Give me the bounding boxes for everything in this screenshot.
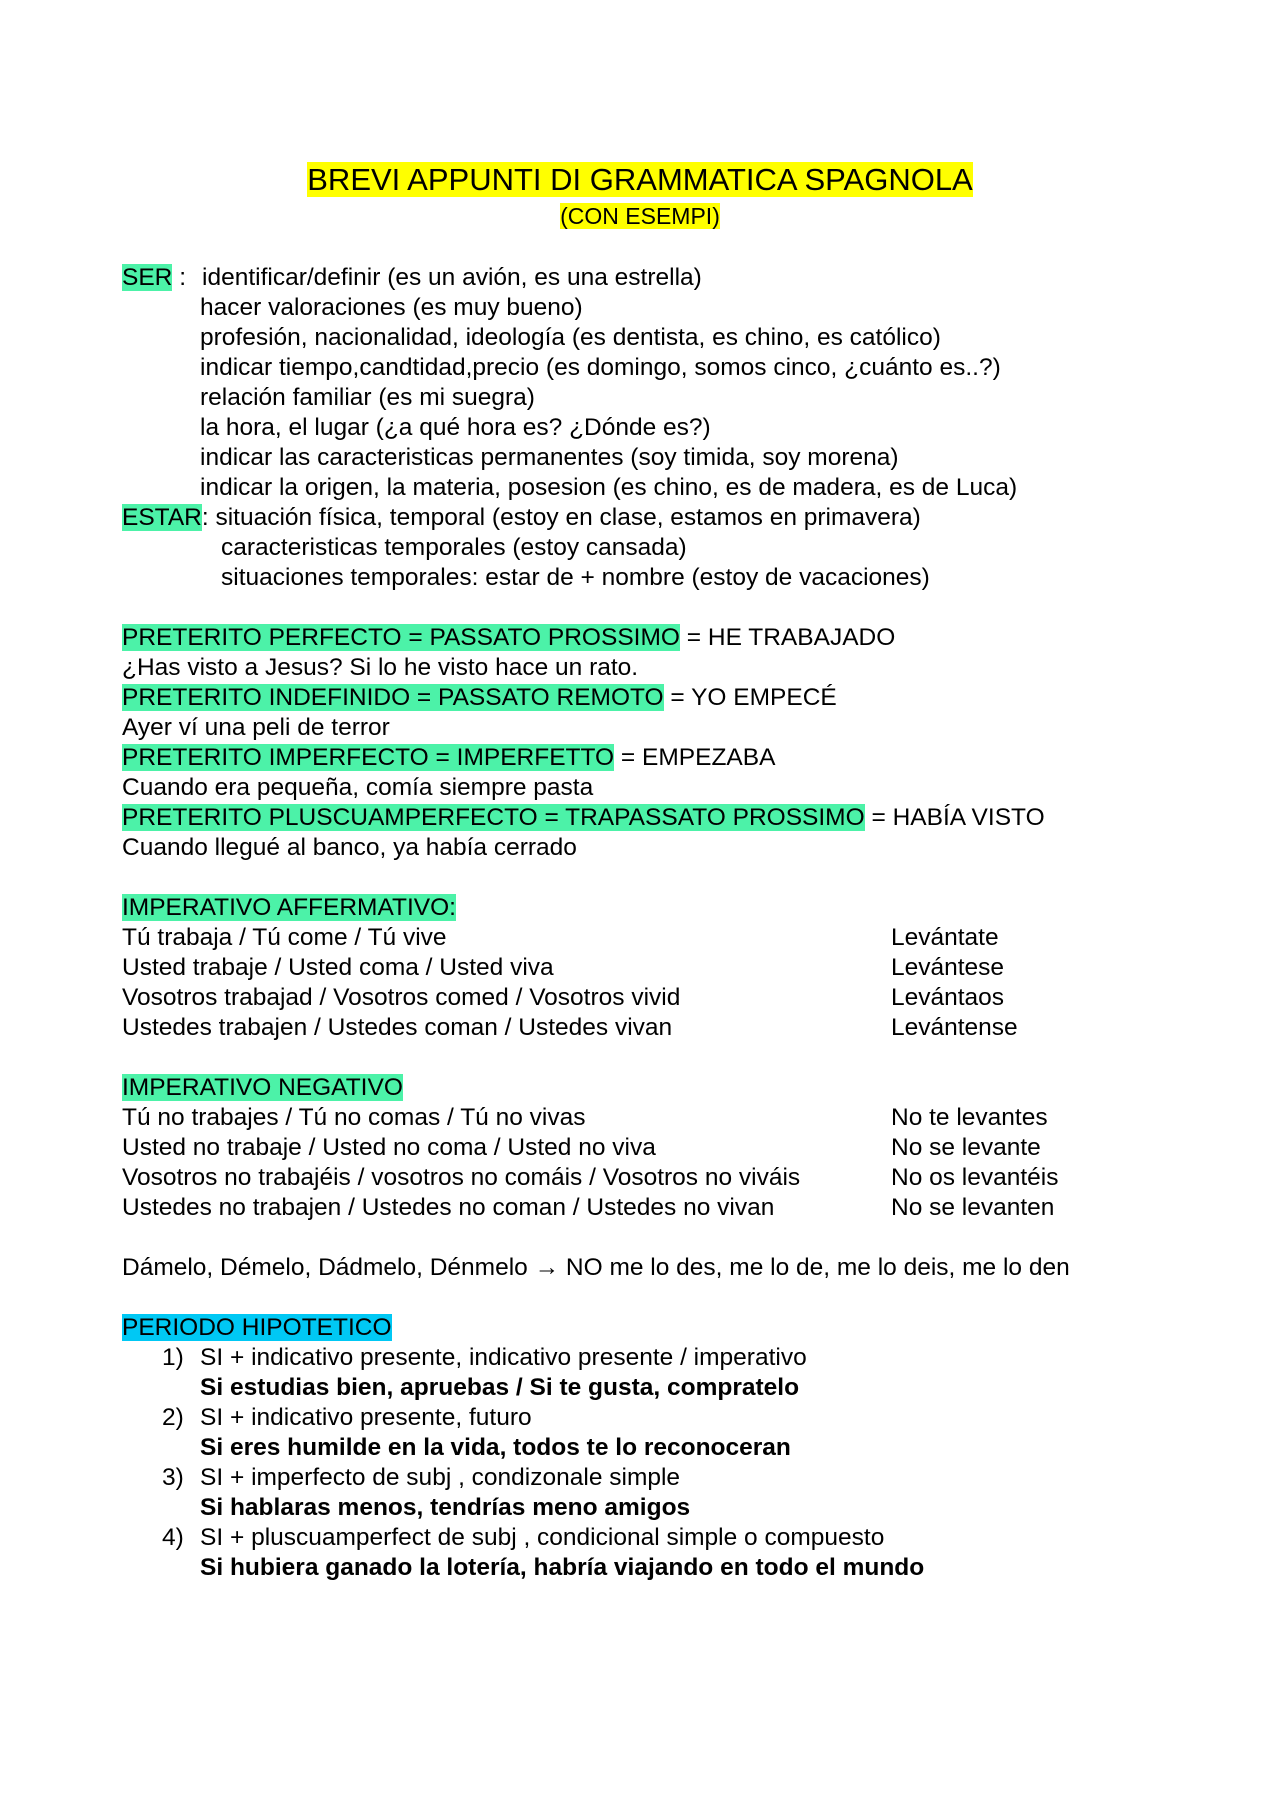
estar-line: ESTAR: situación física, temporal (estoy en clase, estamos en primavera) [122, 504, 921, 531]
periodo-rule: SI + imperfecto de subj , condizonale simple [200, 1464, 681, 1491]
imperativo-reflexive: Levántate [891, 924, 999, 951]
ser-item: indicar la origen, la materia, posesion (es chino, es de madera, es de Luca) [200, 474, 1018, 501]
periodo-rule: SI + indicativo presente, indicativo presente / imperativo [200, 1344, 807, 1371]
imperativo-row: Ustedes trabajen / Ustedes coman / Ustedes vivan [122, 1014, 673, 1041]
imperativo-row: Vosotros trabajad / Vosotros comed / Vosotros vivid [122, 984, 681, 1011]
tense-example: Cuando era pequeña, comía siempre pasta [122, 774, 594, 801]
imperativo-neg-reflexive: No os levantéis [891, 1164, 1059, 1191]
tense-example: Ayer ví una peli de terror [122, 714, 390, 741]
periodo-number: 3) [162, 1464, 184, 1491]
imperativo-neg-row: Usted no trabaje / Usted no coma / Usted no viva [122, 1134, 656, 1161]
pronoun-example-line: Dámelo, Démelo, Dádmelo, Dénmelo → NO me lo des, me lo de, me lo deis, me lo den [122, 1254, 1070, 1281]
periodo-example: Si estudias bien, apruebas / Si te gusta, compratelo [200, 1374, 800, 1401]
imperativo-neg-reflexive: No se levante [891, 1134, 1041, 1161]
ser-item: hacer valoraciones (es muy bueno) [200, 294, 583, 321]
estar-item: situaciones temporales: estar de + nombre (estoy de vacaciones) [221, 564, 930, 591]
imperativo-neg-reflexive: No se levanten [891, 1194, 1055, 1221]
periodo-rule: SI + pluscuamperfect de subj , condicional simple o compuesto [200, 1524, 885, 1551]
imperativo-neg-row: Vosotros no trabajéis / vosotros no comáis / Vosotros no viváis [122, 1164, 801, 1191]
ser-item: indicar tiempo,candtidad,precio (es domingo, somos cinco, ¿cuánto es..?) [200, 354, 1001, 381]
ser-item: relación familiar (es mi suegra) [200, 384, 535, 411]
imperativo-neg-reflexive: No te levantes [891, 1104, 1048, 1131]
tense-heading: PRETERITO PERFECTO = PASSATO PROSSIMO = HE TRABAJADO [122, 624, 896, 651]
tense-example: ¿Has visto a Jesus? Si lo he visto hace un rato. [122, 654, 639, 681]
tense-heading: PRETERITO INDEFINIDO = PASSATO REMOTO = YO EMPECÉ [122, 684, 837, 711]
periodo-rule: SI + indicativo presente, futuro [200, 1404, 532, 1431]
periodo-hipotetico-heading: PERIODO HIPOTETICO [122, 1314, 392, 1341]
periodo-number: 1) [162, 1344, 184, 1371]
imperativo-negativo-heading: IMPERATIVO NEGATIVO [122, 1074, 403, 1101]
ser-item: la hora, el lugar (¿a qué hora es? ¿Dónde es?) [200, 414, 711, 441]
periodo-number: 2) [162, 1404, 184, 1431]
imperativo-reflexive: Levántese [891, 954, 1005, 981]
periodo-example: Si eres humilde en la vida, todos te lo reconoceran [200, 1434, 791, 1461]
ser-line: SER : identificar/definir (es un avión, es una estrella) [122, 264, 702, 291]
tense-heading: PRETERITO PLUSCUAMPERFECTO = TRAPASSATO PROSSIMO = HABÍA VISTO [122, 804, 1045, 831]
imperativo-reflexive: Levántaos [891, 984, 1005, 1011]
imperativo-affermativo-heading: IMPERATIVO AFFERMATIVO: [122, 894, 456, 921]
periodo-number: 4) [162, 1524, 184, 1551]
document-subtitle: (CON ESEMPI) [560, 203, 720, 229]
imperativo-neg-row: Ustedes no trabajen / Ustedes no coman / Ustedes no vivan [122, 1194, 775, 1221]
periodo-example: Si hablaras menos, tendrías meno amigos [200, 1494, 691, 1521]
ser-item: profesión, nacionalidad, ideología (es dentista, es chino, es católico) [200, 324, 941, 351]
estar-item: caracteristicas temporales (estoy cansada) [221, 534, 687, 561]
tense-example: Cuando llegué al banco, ya había cerrado [122, 834, 577, 861]
imperativo-row: Usted trabaje / Usted coma / Usted viva [122, 954, 554, 981]
tense-heading: PRETERITO IMPERFECTO = IMPERFETTO = EMPEZABA [122, 744, 776, 771]
ser-item: indicar las caracteristicas permanentes (soy timida, soy morena) [200, 444, 899, 471]
document-title: BREVI APPUNTI DI GRAMMATICA SPAGNOLA [307, 162, 973, 197]
periodo-example: Si hubiera ganado la lotería, habría viajando en todo el mundo [200, 1554, 925, 1581]
imperativo-reflexive: Levántense [891, 1014, 1018, 1041]
imperativo-neg-row: Tú no trabajes / Tú no comas / Tú no vivas [122, 1104, 586, 1131]
imperativo-row: Tú trabaja / Tú come / Tú vive [122, 924, 447, 951]
